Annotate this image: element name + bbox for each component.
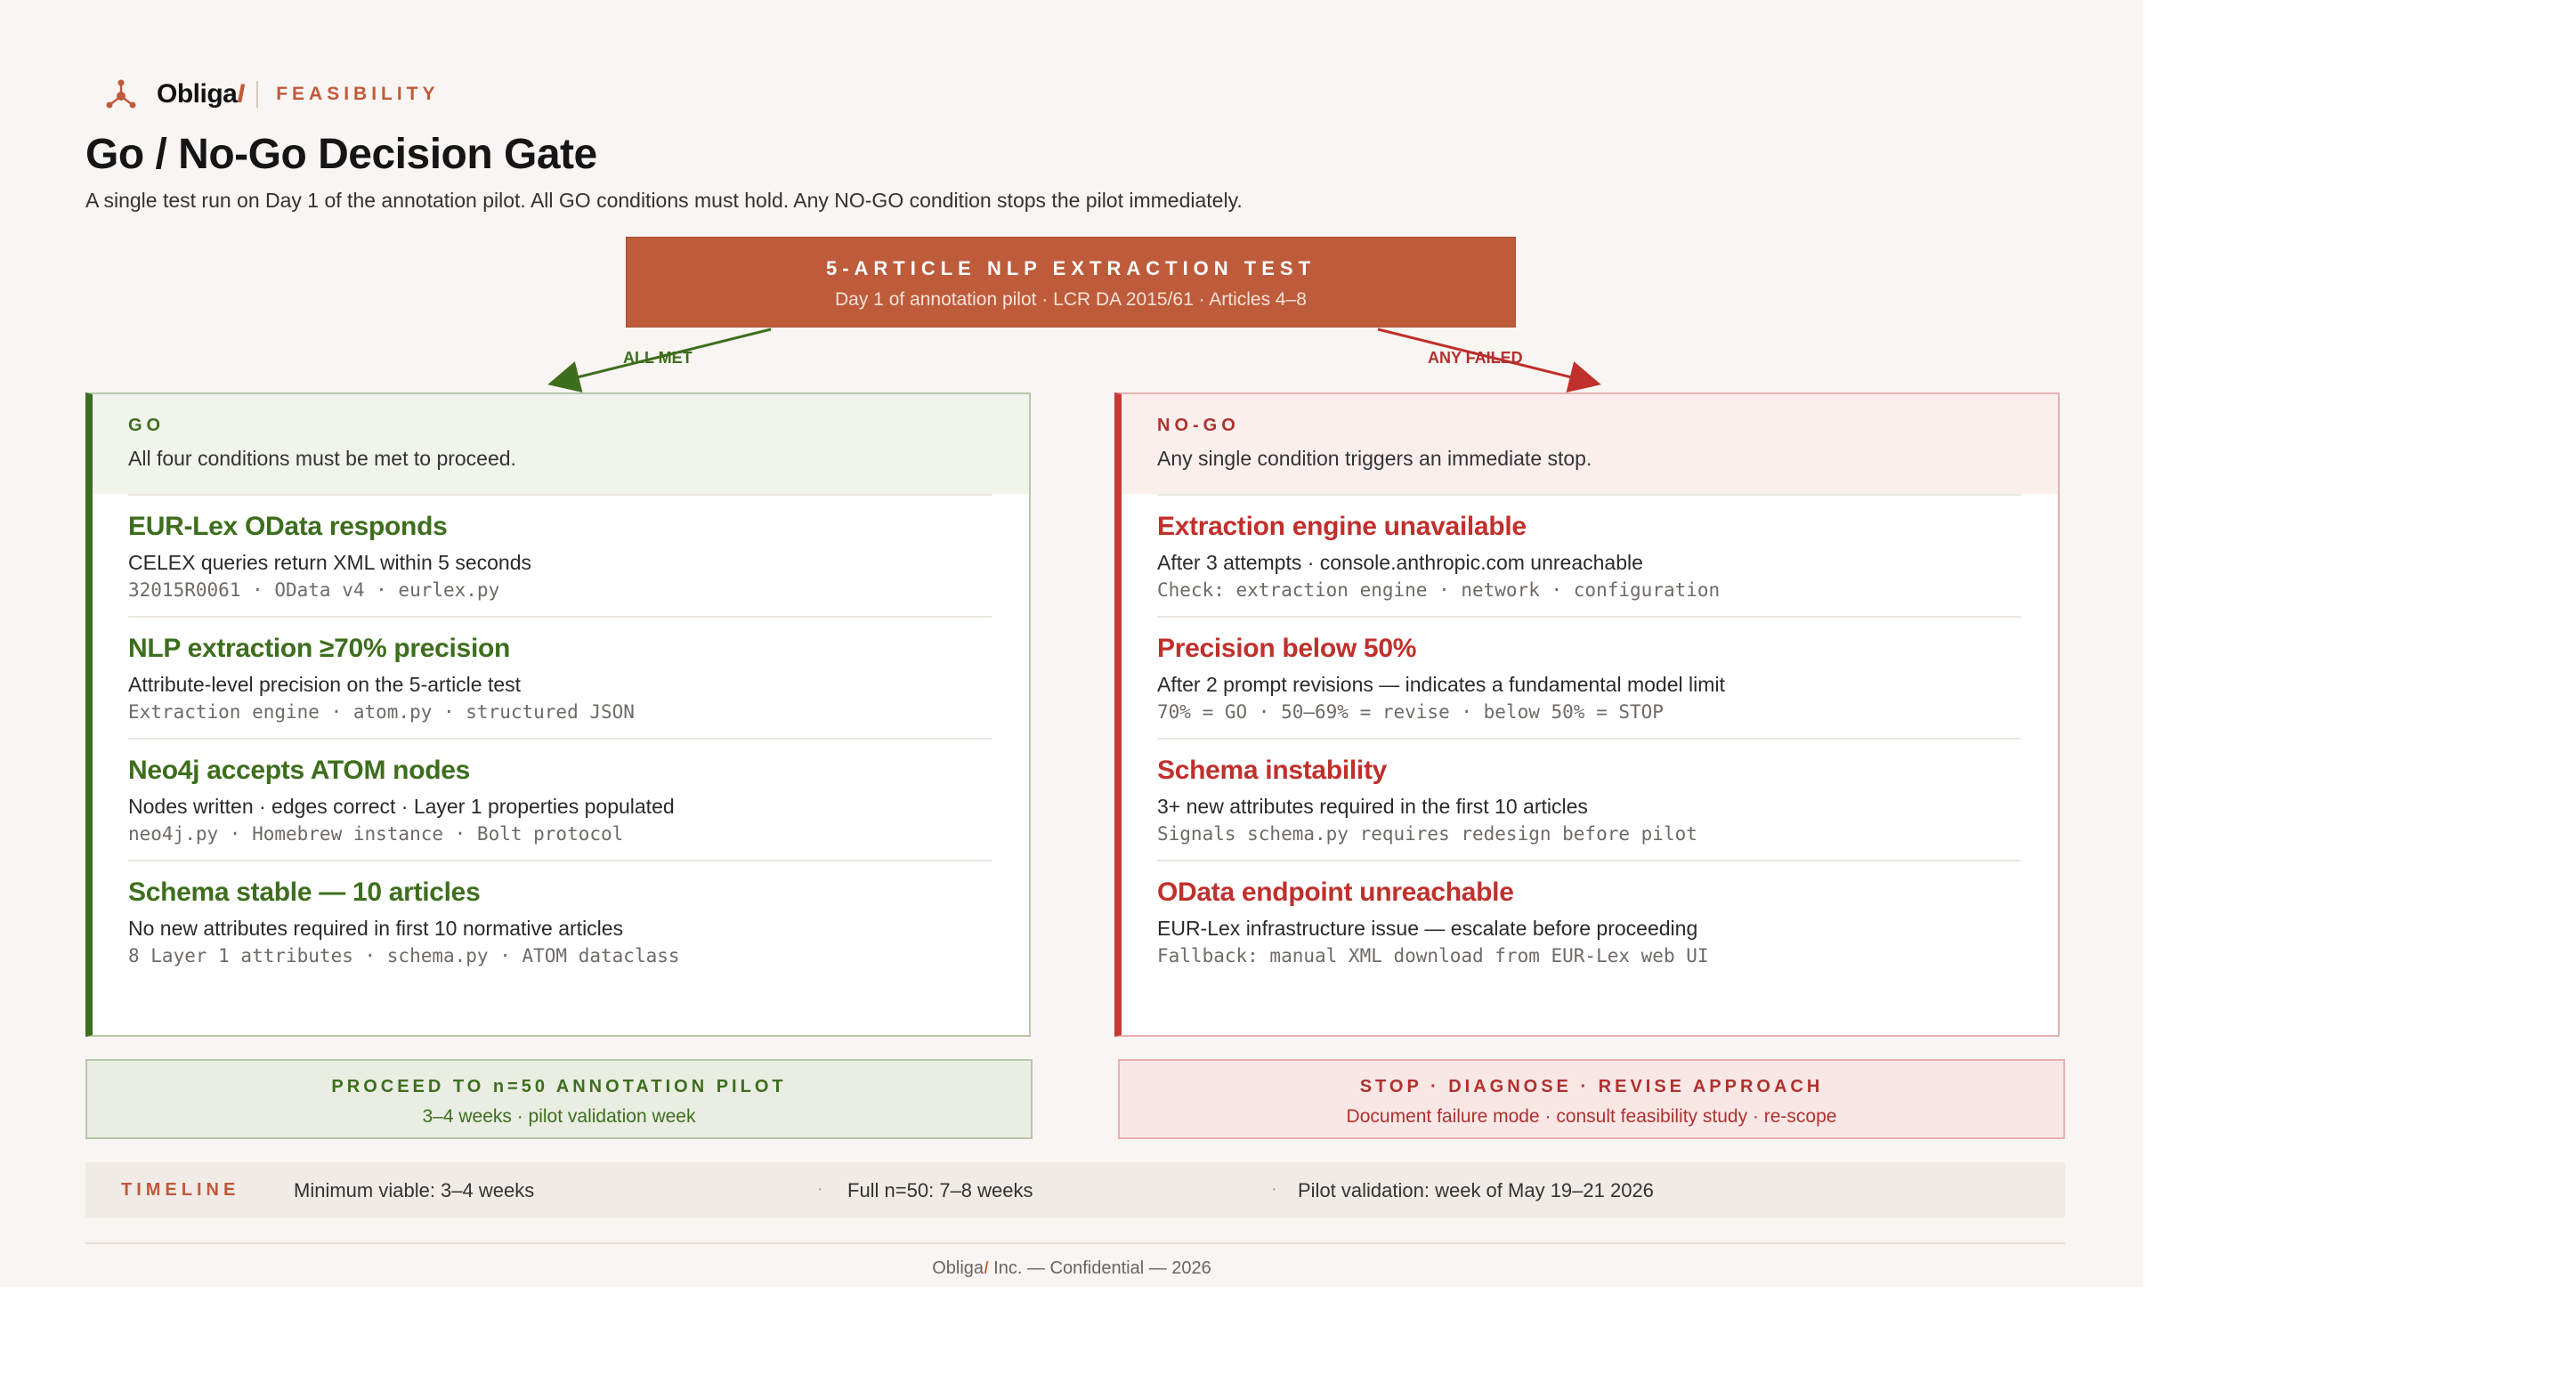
timeline-label: TIMELINE: [121, 1180, 240, 1200]
go-condition: [128, 616, 992, 738]
nogo-condition: [1157, 738, 2021, 860]
condition-description: After 2 prompt revisions — indicates a fundamental model limit: [1157, 673, 1725, 696]
page-title: Go / No-Go Decision Gate: [85, 131, 597, 178]
footer-brand-mark: I: [984, 1258, 989, 1278]
condition-meta: Fallback: manual XML download from EUR-Lex web UI: [1157, 945, 1709, 966]
nogo-condition: [1157, 494, 2021, 616]
condition-meta: Signals schema.py requires redesign before pilot: [1157, 823, 1697, 845]
condition-description: 3+ new attributes required in the first 10 articles: [1157, 795, 1588, 818]
nogo-panel-label: NO-GO: [1157, 416, 1240, 435]
condition-description: No new attributes required in first 10 normative articles: [128, 917, 624, 940]
condition-divider: [128, 494, 992, 496]
condition-title: OData endpoint unreachable: [1157, 878, 1514, 907]
condition-title: Extraction engine unavailable: [1157, 512, 1527, 541]
condition-description: CELEX queries return XML within 5 seconds: [128, 551, 531, 574]
timeline-item: Full n=50: 7–8 weeks: [847, 1179, 1033, 1201]
timeline-separator: ·: [1271, 1179, 1277, 1199]
condition-meta: 70% = GO · 50–69% = revise · below 50% = STOP: [1157, 701, 1664, 723]
go-panel-description: All four conditions must be met to proceed.: [128, 447, 516, 470]
condition-divider: [1157, 860, 2021, 861]
brand-name-mark: I: [237, 79, 245, 109]
footer-text: Inc. — Confidential — 2026: [988, 1258, 1211, 1278]
test-subtitle: Day 1 of annotation pilot · LCR DA 2015/61 · Articles 4–8: [835, 289, 1307, 310]
nogo-panel: [1114, 392, 2060, 1037]
condition-title: Schema instability: [1157, 756, 1388, 785]
go-panel-header: [93, 394, 1029, 494]
nogo-outcome-subtitle: Document failure mode · consult feasibility study · re-scope: [1346, 1106, 1837, 1127]
go-panel-label: GO: [128, 416, 166, 435]
footer-brand-prefix: Obliga: [932, 1258, 984, 1278]
condition-description: Nodes written · edges correct · Layer 1 properties populated: [128, 795, 675, 818]
condition-title: Precision below 50%: [1157, 634, 1417, 663]
go-condition: [128, 738, 992, 860]
decision-arrows: [0, 0, 2143, 409]
condition-meta: Extraction engine · atom.py · structured JSON: [128, 701, 635, 723]
condition-divider: [1157, 494, 2021, 496]
condition-title: NLP extraction ≥70% precision: [128, 634, 511, 663]
go-panel: [85, 392, 1031, 1037]
nogo-edge-label: ANY FAILED: [1428, 349, 1523, 367]
brand-section-label: FEASIBILITY: [276, 84, 440, 104]
timeline-separator: ·: [817, 1179, 823, 1199]
condition-description: After 3 attempts · console.anthropic.com unreachable: [1157, 551, 1643, 574]
go-condition: [128, 860, 992, 982]
condition-meta: 8 Layer 1 attributes · schema.py · ATOM dataclass: [128, 945, 680, 966]
timeline-item: Minimum viable: 3–4 weeks: [294, 1179, 535, 1201]
condition-description: Attribute-level precision on the 5-article test: [128, 673, 522, 696]
nogo-panel-header: [1122, 394, 2058, 494]
footer-divider: [85, 1242, 2065, 1244]
condition-divider: [128, 860, 992, 861]
timeline-bar: [85, 1162, 2065, 1217]
condition-title: Neo4j accepts ATOM nodes: [128, 756, 471, 785]
condition-divider: [1157, 616, 2021, 618]
condition-description: EUR-Lex infrastructure issue — escalate before proceeding: [1157, 917, 1698, 940]
nogo-outcome-box: [1118, 1059, 2065, 1139]
footer: [0, 1258, 2143, 1279]
condition-meta: Check: extraction engine · network · configuration: [1157, 579, 1721, 601]
condition-meta: 32015R0061 · OData v4 · eurlex.py: [128, 579, 500, 601]
go-edge-label: ALL MET: [623, 349, 693, 367]
nogo-condition: [1157, 860, 2021, 982]
go-outcome-box: [85, 1059, 1033, 1139]
go-outcome-subtitle: 3–4 weeks · pilot validation week: [422, 1106, 696, 1127]
nogo-condition: [1157, 616, 2021, 738]
brand-name-prefix: Obliga: [157, 79, 238, 109]
condition-divider: [128, 616, 992, 618]
nogo-outcome-title: STOP · DIAGNOSE · REVISE APPROACH: [1359, 1077, 1824, 1096]
go-condition: [128, 494, 992, 616]
nogo-panel-description: Any single condition triggers an immediate stop.: [1157, 447, 1592, 470]
condition-divider: [1157, 738, 2021, 740]
timeline-item: Pilot validation: week of May 19–21 2026: [1298, 1179, 1654, 1201]
test-title: 5-ARTICLE NLP EXTRACTION TEST: [825, 257, 1316, 279]
page-subtitle: A single test run on Day 1 of the annotation pilot. All GO conditions must hold. Any NO-GO condition stops the pilot immediately.: [85, 189, 1243, 212]
condition-title: Schema stable — 10 articles: [128, 878, 481, 907]
condition-divider: [128, 738, 992, 740]
go-outcome-title: PROCEED TO n=50 ANNOTATION PILOT: [331, 1077, 787, 1096]
condition-title: EUR-Lex OData responds: [128, 512, 448, 541]
condition-meta: neo4j.py · Homebrew instance · Bolt protocol: [128, 823, 624, 845]
